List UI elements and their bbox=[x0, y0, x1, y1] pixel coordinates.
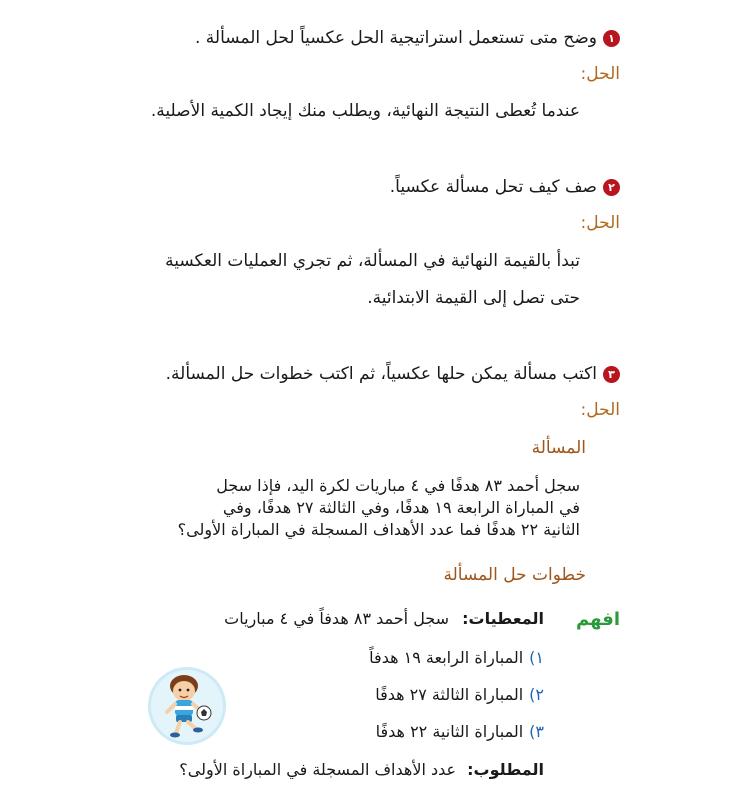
required-row bbox=[179, 760, 544, 779]
question-number-badge: ١ bbox=[603, 30, 620, 47]
givens-row bbox=[224, 609, 544, 628]
solution-label: الحل: bbox=[580, 213, 620, 233]
boy-with-football-icon bbox=[146, 666, 228, 746]
understand-label: افهم bbox=[576, 609, 620, 630]
problem-line: في المباراة الرابعة ١٩ هدفًا، وفي الثالثة ٢٧ هدفًا، وفي bbox=[222, 498, 580, 517]
required-text: عدد الأهداف المسجلة في المباراة الأولى؟ bbox=[179, 760, 457, 779]
problem-statement bbox=[178, 475, 580, 541]
given-item-number: ٢) bbox=[529, 685, 544, 704]
question-text: اكتب مسألة يمكن حلها عكسياً، ثم اكتب خطوات حل المسألة. bbox=[165, 364, 597, 384]
given-item-text: المباراة الثانية ٢٢ هدفًا bbox=[375, 722, 524, 741]
question-1 bbox=[195, 28, 620, 48]
question-2 bbox=[390, 177, 620, 197]
problem-line: سجل أحمد ٨٣ هدفًا في ٤ مباريات لكرة اليد، فإذا سجل bbox=[216, 476, 580, 495]
given-item-number: ١) bbox=[529, 648, 544, 667]
given-item-text: المباراة الثالثة ٢٧ هدفًا bbox=[375, 685, 524, 704]
solution-label: الحل: bbox=[580, 64, 620, 84]
answer-text: عندما تُعطى النتيجة النهائية، ويطلب منك إيجاد الكمية الأصلية. bbox=[150, 101, 580, 121]
answer-text-line2: حتى تصل إلى القيمة الابتدائية. bbox=[367, 288, 580, 308]
given-item bbox=[376, 722, 544, 741]
question-text: صف كيف تحل مسألة عكسياً. bbox=[389, 177, 597, 197]
required-label: المطلوب: bbox=[467, 760, 544, 779]
answer-text-line1: تبدأ بالقيمة النهائية في المسألة، ثم تجري العمليات العكسية bbox=[165, 251, 580, 271]
given-item-text: المباراة الرابعة ١٩ هدفاً bbox=[369, 648, 524, 667]
question-number-badge: ٣ bbox=[603, 366, 620, 383]
steps-heading: خطوات حل المسألة bbox=[443, 565, 586, 585]
question-3 bbox=[166, 364, 620, 384]
given-item bbox=[375, 685, 544, 704]
solution-label: الحل: bbox=[580, 400, 620, 420]
givens-label: المعطيات: bbox=[462, 609, 544, 628]
question-number-badge: ٢ bbox=[603, 179, 620, 196]
given-item bbox=[369, 648, 544, 667]
question-text: وضح متى تستعمل استراتيجية الحل عكسياً لحل المسألة . bbox=[194, 28, 597, 48]
given-item-number: ٣) bbox=[529, 722, 544, 741]
givens-text: سجل أحمد ٨٣ هدفاً في ٤ مباريات bbox=[224, 609, 450, 628]
problem-heading: المسألة bbox=[531, 438, 586, 458]
problem-line: الثانية ٢٢ هدفًا فما عدد الأهداف المسجلة في المباراة الأولى؟ bbox=[177, 520, 580, 539]
